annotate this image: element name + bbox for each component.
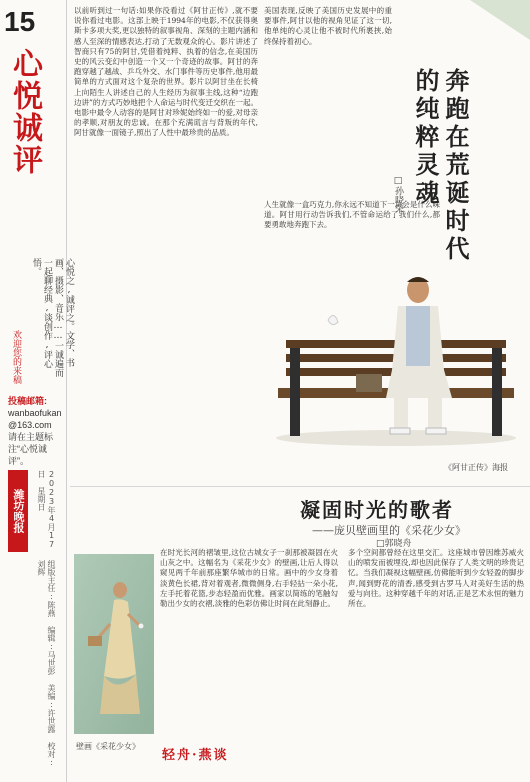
contribution-info	[8, 395, 64, 467]
mural-caption: 壁画《采花少女》	[76, 742, 140, 751]
intro-footer: 欢迎您的来稿	[11, 330, 21, 384]
credits: 组版主任:陈燕 编辑:马世彭 美编:许世露 校对:刘辉	[37, 560, 56, 767]
article2-title: 凝固时光的歌者	[300, 498, 454, 522]
article1-column-2: 美国表现,反映了美国历史发展中的重要事件,阿甘以他的视角见证了这一切,他单纯的心灵让他不被时代所裹挟,始终保持着初心。	[264, 6, 392, 46]
contribution-label: 投稿邮箱:	[8, 396, 47, 406]
newspaper-logo: 潍坊晚报	[8, 470, 28, 552]
article1-byline: □孙晓荣	[393, 176, 403, 213]
email-line-2[interactable]: @163.com	[8, 420, 52, 430]
issue-date: 2023年4月17日 星期日	[37, 470, 56, 549]
page-title: 心悦诚评	[7, 48, 42, 176]
section-divider	[70, 486, 530, 487]
forrest-gump-poster	[268, 270, 524, 446]
page-number: 15	[4, 6, 36, 37]
corner-accent-icon	[470, 0, 530, 40]
column-intro: 心悦之,诚评之。文学、书画、摄影、音乐……一诚遍而一起聊经典,谈创作,评心悟。	[31, 258, 74, 377]
column-name-badge: 轻舟·燕谈	[160, 744, 231, 763]
article1-column-1: 以前听到过一句话:如果你没看过《阿甘正传》,就不要说你看过电影。这部上映于1994年的电影,不仅获得奥斯卡多项大奖,更以独特的叙事视角、深刻的主题内涵和感人至深的情感表达,打动了无数观众的心。影片讲述了智商只有75的阿甘,凭借着纯粹、执着的信念,在美国历史的风云变幻中创造一个又一个奇迹的故事。阿甘的奔跑穿越了越战、乒乓外交、水门事件等历史事件,他用最简单的方式面对这个复杂的世界。影片以阿甘坐在长椅上向陌生人讲述自己的人生经历为叙事主线,这种“边跑边讲”的方式巧妙地把个人命运与时代变迁交织在一起。电影中最令人动容的是阿甘对珍妮始终如一的爱,对母亲的孝顺,对朋友的忠诚。在那个充满谎言与背叛的年代,阿甘就像一面镜子,照出了人性中最珍贵的品质。	[74, 6, 258, 138]
article2-byline: □郭晓舟	[376, 539, 412, 549]
flower-girl-mural	[74, 554, 154, 734]
article2-subtitle: ——庞贝壁画里的《采花少女》	[312, 524, 466, 537]
article2-column-1: 在时光长河的褶皱里,这位古城女子一刹那被凝固在火山灰之中。这幅名为《采花少女》的壁画,让后人得以窥见两千年前那座繁华城市的日常。画中的少女身着淡黄色长裙,背对着观者,微微侧身,右手轻拈一朵小花,左手托着花篮,步态轻盈而优雅。画家以简练的笔触勾勒出少女的衣褶,淡雅的色彩仿佛让时间在此刻静止。	[160, 548, 338, 609]
article2-column-2: 多个空间都曾经在这里交汇。这座城市曾因维苏威火山的喷发而被埋没,却也因此保存了人类文明的珍贵记忆。当我们凝视这幅壁画,仿佛能听到少女轻盈的脚步声,闻到野花的清香,感受到古罗马人对美好生活的热爱与向往。这种穿越千年的对话,正是艺术永恒的魅力所在。	[348, 548, 524, 609]
contribution-note: 请在主题标注“心悦诚评”。	[8, 432, 54, 466]
sidebar	[0, 0, 74, 782]
article1-title: 奔跑在荒诞时代的纯粹灵魂	[411, 68, 470, 264]
article1-column-3: 人生就像一盒巧克力,你永远不知道下一块会是什么味道。阿甘用行动告诉我们,不管命运给了我们什么,都要勇敢地奔跑下去。	[264, 200, 440, 230]
email-line-1[interactable]: wanbaofukan	[8, 408, 62, 418]
poster-caption: 《阿甘正传》海报	[444, 463, 508, 472]
